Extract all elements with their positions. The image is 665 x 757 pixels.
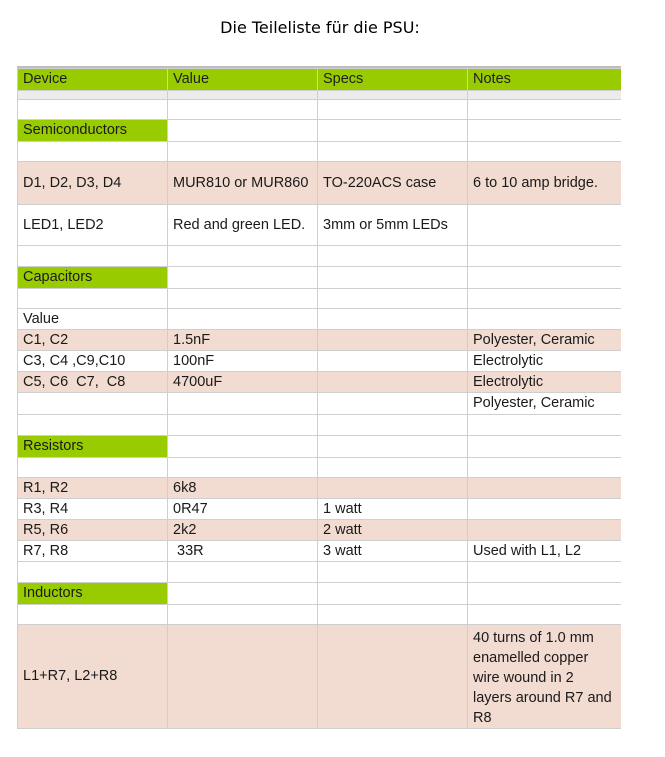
cell-device: R1, R2 [18,478,168,499]
table-row [18,351,622,372]
cell-value: 33R [168,541,318,562]
column-header-specs: Specs [318,69,468,91]
cell-notes [468,205,622,246]
cell-value: 0R47 [168,499,318,520]
cell-specs: 3mm or 5mm LEDs [318,205,468,246]
cell-specs [318,625,468,729]
cell-device: D1, D2, D3, D4 [18,162,168,205]
cell-notes: 40 turns of 1.0 mm enamelled copper wire wound in 2 layers around R7 and R8 [468,625,622,729]
cell-notes: Polyester, Ceramic [468,330,622,351]
table-row [18,162,622,205]
cell-specs: 1 watt [318,499,468,520]
cell-device: C5, C6 C7, C8 [18,372,168,393]
table-header-row [18,69,622,91]
empty-row [18,562,622,583]
cell-device: C1, C2 [18,330,168,351]
section-row-capacitors [18,267,622,289]
table-row [18,205,622,246]
cell-notes [468,499,622,520]
section-row-semiconductors [18,120,622,142]
table-row [18,541,622,562]
cell-specs: TO-220ACS case [318,162,468,205]
parts-table-container [17,66,621,757]
cell-notes: 6 to 10 amp bridge. [468,162,622,205]
cell-value: 1.5nF [168,330,318,351]
empty-row [18,142,622,162]
cell-notes: Electrolytic [468,372,622,393]
table-row [18,393,622,415]
parts-table [17,68,621,729]
cell-device: L1+R7, L2+R8 [18,625,168,729]
column-header-notes: Notes [468,69,622,91]
table-row [18,478,622,499]
empty-row [18,605,622,625]
cell-device: LED1, LED2 [18,205,168,246]
cell-value: 6k8 [168,478,318,499]
table-row [18,520,622,541]
subheader-value-label: Value [18,309,168,330]
column-header-value: Value [168,69,318,91]
section-label-semiconductors: Semiconductors [18,120,168,142]
page-title: Die Teileliste für die PSU: [220,18,420,37]
cell-specs [318,372,468,393]
cell-value: 4700uF [168,372,318,393]
table-row [18,625,622,729]
empty-row [18,100,622,120]
cell-value [168,625,318,729]
cell-device: C3, C4 ,C9,C10 [18,351,168,372]
column-header-device: Device [18,69,168,91]
cell-specs [318,351,468,372]
cell-specs: 2 watt [318,520,468,541]
empty-row [18,415,622,436]
cell-specs: 3 watt [318,541,468,562]
empty-row [18,289,622,309]
cell-value: Red and green LED. [168,205,318,246]
section-row-resistors [18,436,622,458]
cell-device: R5, R6 [18,520,168,541]
cell-value [168,393,318,415]
cell-device [18,393,168,415]
subheader-row [18,309,622,330]
empty-row [18,246,622,267]
section-label-resistors: Resistors [18,436,168,458]
spacer-row [18,91,622,100]
cell-value: MUR810 or MUR860 [168,162,318,205]
cell-device: R3, R4 [18,499,168,520]
cell-notes: Used with L1, L2 [468,541,622,562]
cell-specs [318,478,468,499]
table-row [18,499,622,520]
cell-notes [468,520,622,541]
cell-notes: Polyester, Ceramic [468,393,622,415]
cell-value: 100nF [168,351,318,372]
cell-device: R7, R8 [18,541,168,562]
cell-notes: Electrolytic [468,351,622,372]
empty-row [18,458,622,478]
section-label-capacitors: Capacitors [18,267,168,289]
section-row-inductors [18,583,622,605]
table-row [18,372,622,393]
cell-specs [318,330,468,351]
cell-notes [468,478,622,499]
cell-value: 2k2 [168,520,318,541]
section-label-inductors: Inductors [18,583,168,605]
table-row [18,330,622,351]
cell-specs [318,393,468,415]
